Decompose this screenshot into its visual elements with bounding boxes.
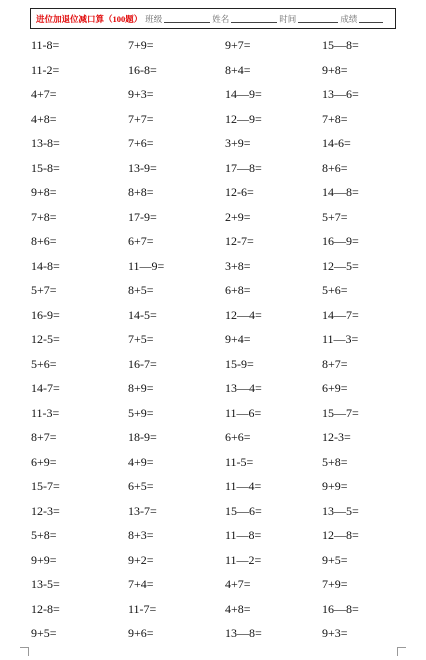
problem-cell: 5+7= [31,283,57,297]
problem-cell: 12—9= [225,111,262,126]
problem-cell: 11-7= [128,601,157,616]
problem-cell: 8+5= [128,283,154,297]
problem-cell: 17—8= [225,160,262,175]
problem-cell: 12—8= [322,528,359,542]
problem-cell: 6+9= [31,454,57,469]
problem-cell: 14—7= [322,307,359,322]
problem-cell: 12—5= [322,258,359,273]
problem-cell: 11—4= [225,479,262,493]
problem-cell: 11—2= [225,552,262,567]
problem-cell: 7+4= [128,577,154,591]
problem-cell: 9+2= [128,552,154,567]
score-label: 成绩 [340,13,358,24]
problem-cell: 8+9= [128,381,154,395]
problem-cell: 7+6= [128,136,154,150]
problem-cell: 13-8= [31,136,60,150]
problem-cell: 9+5= [31,626,57,640]
problem-cell: 5+8= [322,454,348,469]
problem-cell: 14-5= [128,307,157,322]
problem-cell: 7+9= [322,577,348,591]
problem-cell: 8+7= [322,356,348,371]
problem-cell: 16-9= [31,307,60,322]
problem-cell: 11-3= [31,405,60,420]
problem-cell: 4+8= [31,111,57,126]
problem-cell: 5+6= [31,356,57,371]
problem-cell: 4+9= [128,454,154,469]
problem-cell: 4+7= [31,87,57,101]
problem-cell: 14—9= [225,87,262,101]
problem-cell: 13-7= [128,503,157,518]
problem-cell: 4+7= [225,577,251,591]
problem-cell: 16—9= [322,234,359,248]
problem-cell: 8+3= [128,528,154,542]
problem-cell: 5+7= [322,209,348,224]
problem-cell: 5+9= [128,405,154,420]
problem-cell: 11—3= [322,332,359,346]
problem-cell: 15—8= [322,38,359,52]
problem-cell: 13-5= [31,577,60,591]
problem-cell: 4+8= [225,601,251,616]
time-label: 时间 [279,13,297,24]
problem-cell: 12-7= [225,234,254,248]
problem-cell: 13—4= [225,381,262,395]
problem-cell: 12-6= [225,185,254,199]
worksheet-header [30,8,396,29]
class-label: 班级 [145,13,163,24]
problem-cell: 9+5= [322,552,348,567]
problem-cell: 11—9= [128,258,165,273]
problem-cell: 13-9= [128,160,157,175]
worksheet-title: 进位加退位减口算（100题） [36,13,143,24]
problem-cell: 7+8= [31,209,57,224]
problem-cell: 8+7= [31,430,57,444]
problem-cell: 6+7= [128,234,154,248]
problem-cell: 11-2= [31,62,60,77]
problem-cell: 16-8= [128,62,157,77]
problem-cell: 13—8= [225,626,262,640]
time-blank[interactable] [298,14,338,23]
problem-cell: 7+7= [128,111,154,126]
problem-cell: 15-7= [31,479,60,493]
problem-cell: 11—8= [225,528,262,542]
problem-cell: 8+6= [31,234,57,248]
score-blank[interactable] [359,14,383,23]
problem-cell: 7+5= [128,332,154,346]
problem-cell: 17-9= [128,209,157,224]
name-blank[interactable] [231,14,277,23]
problem-cell: 12—4= [225,307,262,322]
problem-cell: 12-3= [31,503,60,518]
problem-cell: 6+9= [322,381,348,395]
problem-cell: 18-9= [128,430,157,444]
problem-cell: 15-8= [31,160,60,175]
problem-cell: 9+8= [322,62,348,77]
problem-cell: 15-9= [225,356,254,371]
problem-cell: 7+9= [128,38,154,52]
page-corner-mark-right [397,647,406,656]
problem-cell: 3+8= [225,258,251,273]
problem-cell: 14—8= [322,185,359,199]
problem-cell: 14-8= [31,258,60,273]
name-label: 姓名 [212,13,230,24]
problem-cell: 9+9= [322,479,348,493]
problem-cell: 12-3= [322,430,351,444]
problem-cell: 9+3= [322,626,348,640]
problem-cell: 8+4= [225,62,251,77]
problem-cell: 11-8= [31,38,60,52]
problem-cell: 8+6= [322,160,348,175]
problem-cell: 5+6= [322,283,348,297]
problem-cell: 3+9= [225,136,251,150]
problem-cell: 16-7= [128,356,157,371]
problem-grid [31,33,411,646]
problem-cell: 14-7= [31,381,60,395]
problem-cell: 11-5= [225,454,254,469]
problem-cell: 8+8= [128,185,154,199]
problem-cell: 11—6= [225,405,262,420]
problem-cell: 12-8= [31,601,60,616]
problem-cell: 9+6= [128,626,154,640]
page-corner-mark-left [20,647,29,656]
problem-cell: 5+8= [31,528,57,542]
class-blank[interactable] [164,14,210,23]
problem-cell: 12-5= [31,332,60,346]
problem-cell: 15—6= [225,503,262,518]
problem-cell: 9+8= [31,185,57,199]
problem-cell: 15—7= [322,405,359,420]
problem-cell: 6+5= [128,479,154,493]
problem-cell: 9+3= [128,87,154,101]
problem-cell: 9+9= [31,552,57,567]
problem-cell: 6+6= [225,430,251,444]
problem-cell: 9+4= [225,332,251,346]
problem-cell: 2+9= [225,209,251,224]
problem-cell: 14-6= [322,136,351,150]
problem-cell: 16—8= [322,601,359,616]
problem-cell: 7+8= [322,111,348,126]
problem-cell: 13—6= [322,87,359,101]
problem-cell: 6+8= [225,283,251,297]
problem-cell: 13—5= [322,503,359,518]
problem-cell: 9+7= [225,38,251,52]
